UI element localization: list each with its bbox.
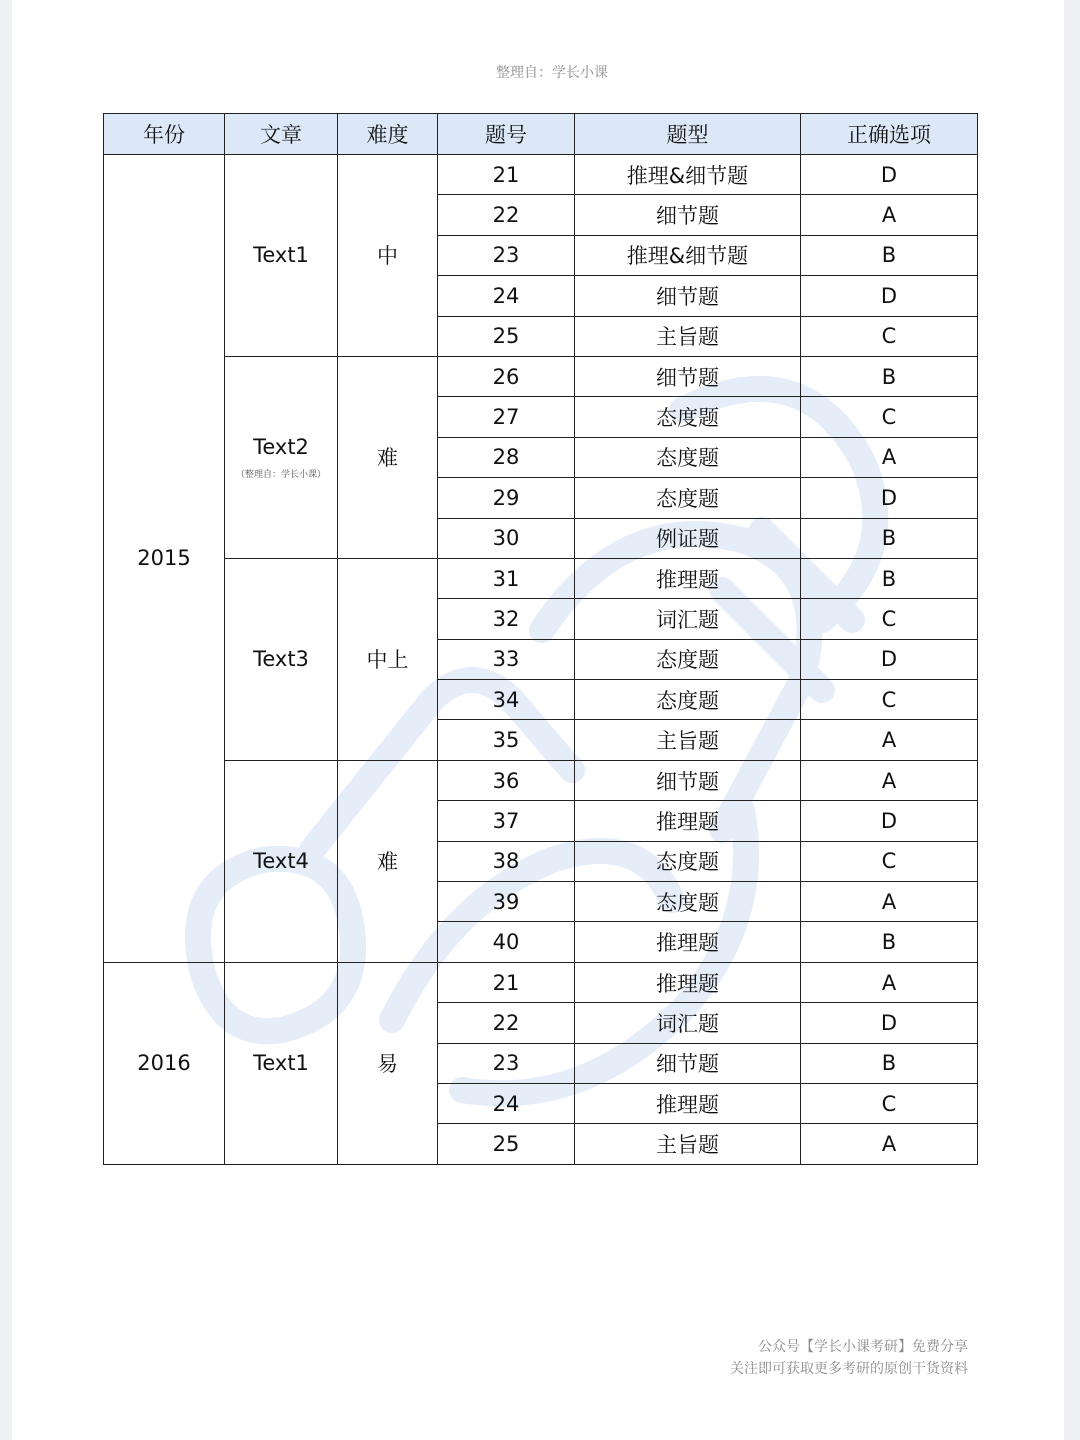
footer — [730, 1336, 968, 1380]
question-number-cell: 21 — [438, 155, 575, 195]
answer-cell: B — [801, 356, 978, 396]
column-header-question-number: 题号 — [438, 114, 575, 155]
answer-cell: A — [801, 962, 978, 1002]
question-type-cell: 主旨题 — [575, 720, 801, 760]
difficulty-cell: 易 — [338, 962, 438, 1164]
answer-cell: C — [801, 316, 978, 356]
question-number-cell: 24 — [438, 276, 575, 316]
answer-cell: B — [801, 558, 978, 598]
question-type-cell: 推理题 — [575, 801, 801, 841]
question-type-cell: 态度题 — [575, 882, 801, 922]
question-number-cell: 27 — [438, 397, 575, 437]
text-label: Text4 — [253, 849, 309, 874]
table-header-row — [104, 114, 978, 155]
question-number-cell: 21 — [438, 962, 575, 1002]
answer-cell: B — [801, 1043, 978, 1083]
answer-cell: C — [801, 841, 978, 881]
table-row — [104, 356, 978, 396]
question-type-cell: 推理&细节题 — [575, 155, 801, 195]
answer-cell: D — [801, 155, 978, 195]
question-number-cell: 32 — [438, 599, 575, 639]
question-type-cell: 例证题 — [575, 518, 801, 558]
header-note: 整理自：学长小课 — [496, 65, 608, 81]
question-type-cell: 态度题 — [575, 680, 801, 720]
answer-cell: D — [801, 478, 978, 518]
answer-cell: D — [801, 1003, 978, 1043]
column-header-question-type: 题型 — [575, 114, 801, 155]
footer-line-2: 关注即可获取更多考研的原创干货资料 — [730, 1361, 968, 1377]
question-type-cell: 细节题 — [575, 1043, 801, 1083]
answer-table — [103, 113, 978, 1165]
text-label: Text1 — [253, 243, 309, 268]
answer-cell: C — [801, 680, 978, 720]
question-number-cell: 22 — [438, 1003, 575, 1043]
answer-cell: B — [801, 922, 978, 962]
question-type-cell: 态度题 — [575, 639, 801, 679]
question-number-cell: 30 — [438, 518, 575, 558]
difficulty-cell: 中 — [338, 155, 438, 357]
question-type-cell: 推理&细节题 — [575, 235, 801, 275]
question-type-cell: 细节题 — [575, 760, 801, 800]
difficulty-cell: 难 — [338, 760, 438, 962]
year-cell: 2015 — [104, 155, 225, 963]
question-number-cell: 25 — [438, 1124, 575, 1164]
question-type-cell: 细节题 — [575, 276, 801, 316]
question-number-cell: 40 — [438, 922, 575, 962]
difficulty-cell: 难 — [338, 356, 438, 558]
text-cell — [225, 558, 338, 760]
table-body — [104, 155, 978, 1165]
question-type-cell: 主旨题 — [575, 1124, 801, 1164]
text-label: Text3 — [253, 647, 309, 672]
footer-line-1: 公众号【学长小课考研】免费分享 — [758, 1339, 968, 1355]
table-row — [104, 962, 978, 1002]
answer-cell: C — [801, 599, 978, 639]
column-header-text: 文章 — [225, 114, 338, 155]
question-number-cell: 31 — [438, 558, 575, 598]
question-type-cell: 态度题 — [575, 478, 801, 518]
table-row — [104, 155, 978, 195]
question-type-cell: 态度题 — [575, 437, 801, 477]
question-number-cell: 23 — [438, 235, 575, 275]
text-source-note: （整理自：学长小课） — [235, 469, 326, 480]
question-number-cell: 35 — [438, 720, 575, 760]
question-number-cell: 28 — [438, 437, 575, 477]
table-row — [104, 558, 978, 598]
question-type-cell: 细节题 — [575, 356, 801, 396]
question-type-cell: 态度题 — [575, 841, 801, 881]
question-type-cell: 推理题 — [575, 1083, 801, 1123]
table-row — [104, 760, 978, 800]
question-number-cell: 37 — [438, 801, 575, 841]
question-number-cell: 29 — [438, 478, 575, 518]
question-type-cell: 推理题 — [575, 962, 801, 1002]
answer-cell: A — [801, 882, 978, 922]
column-header-answer: 正确选项 — [801, 114, 978, 155]
answer-cell: A — [801, 1124, 978, 1164]
text-cell — [225, 155, 338, 357]
text-cell — [225, 962, 338, 1164]
text-label: Text1 — [253, 1051, 309, 1076]
question-type-cell: 细节题 — [575, 195, 801, 235]
answer-cell: B — [801, 518, 978, 558]
text-label: Text2 — [253, 434, 309, 459]
answer-cell: B — [801, 235, 978, 275]
question-type-cell: 词汇题 — [575, 599, 801, 639]
question-type-cell: 主旨题 — [575, 316, 801, 356]
question-type-cell: 词汇题 — [575, 1003, 801, 1043]
question-number-cell: 33 — [438, 639, 575, 679]
answer-cell: D — [801, 801, 978, 841]
question-type-cell: 推理题 — [575, 558, 801, 598]
answer-cell: D — [801, 276, 978, 316]
question-number-cell: 36 — [438, 760, 575, 800]
question-number-cell: 22 — [438, 195, 575, 235]
question-number-cell: 38 — [438, 841, 575, 881]
answer-cell: C — [801, 397, 978, 437]
answer-cell: A — [801, 195, 978, 235]
column-header-difficulty: 难度 — [338, 114, 438, 155]
column-header-year: 年份 — [104, 114, 225, 155]
difficulty-cell: 中上 — [338, 558, 438, 760]
year-cell: 2016 — [104, 962, 225, 1164]
question-type-cell: 推理题 — [575, 922, 801, 962]
text-cell — [225, 760, 338, 962]
question-number-cell: 26 — [438, 356, 575, 396]
question-number-cell: 24 — [438, 1083, 575, 1123]
question-number-cell: 25 — [438, 316, 575, 356]
question-type-cell: 态度题 — [575, 397, 801, 437]
question-number-cell: 23 — [438, 1043, 575, 1083]
answer-cell: C — [801, 1083, 978, 1123]
question-number-cell: 34 — [438, 680, 575, 720]
question-number-cell: 39 — [438, 882, 575, 922]
answer-cell: A — [801, 720, 978, 760]
text-cell — [225, 356, 338, 558]
answer-cell: A — [801, 437, 978, 477]
answer-cell: D — [801, 639, 978, 679]
answer-cell: A — [801, 760, 978, 800]
